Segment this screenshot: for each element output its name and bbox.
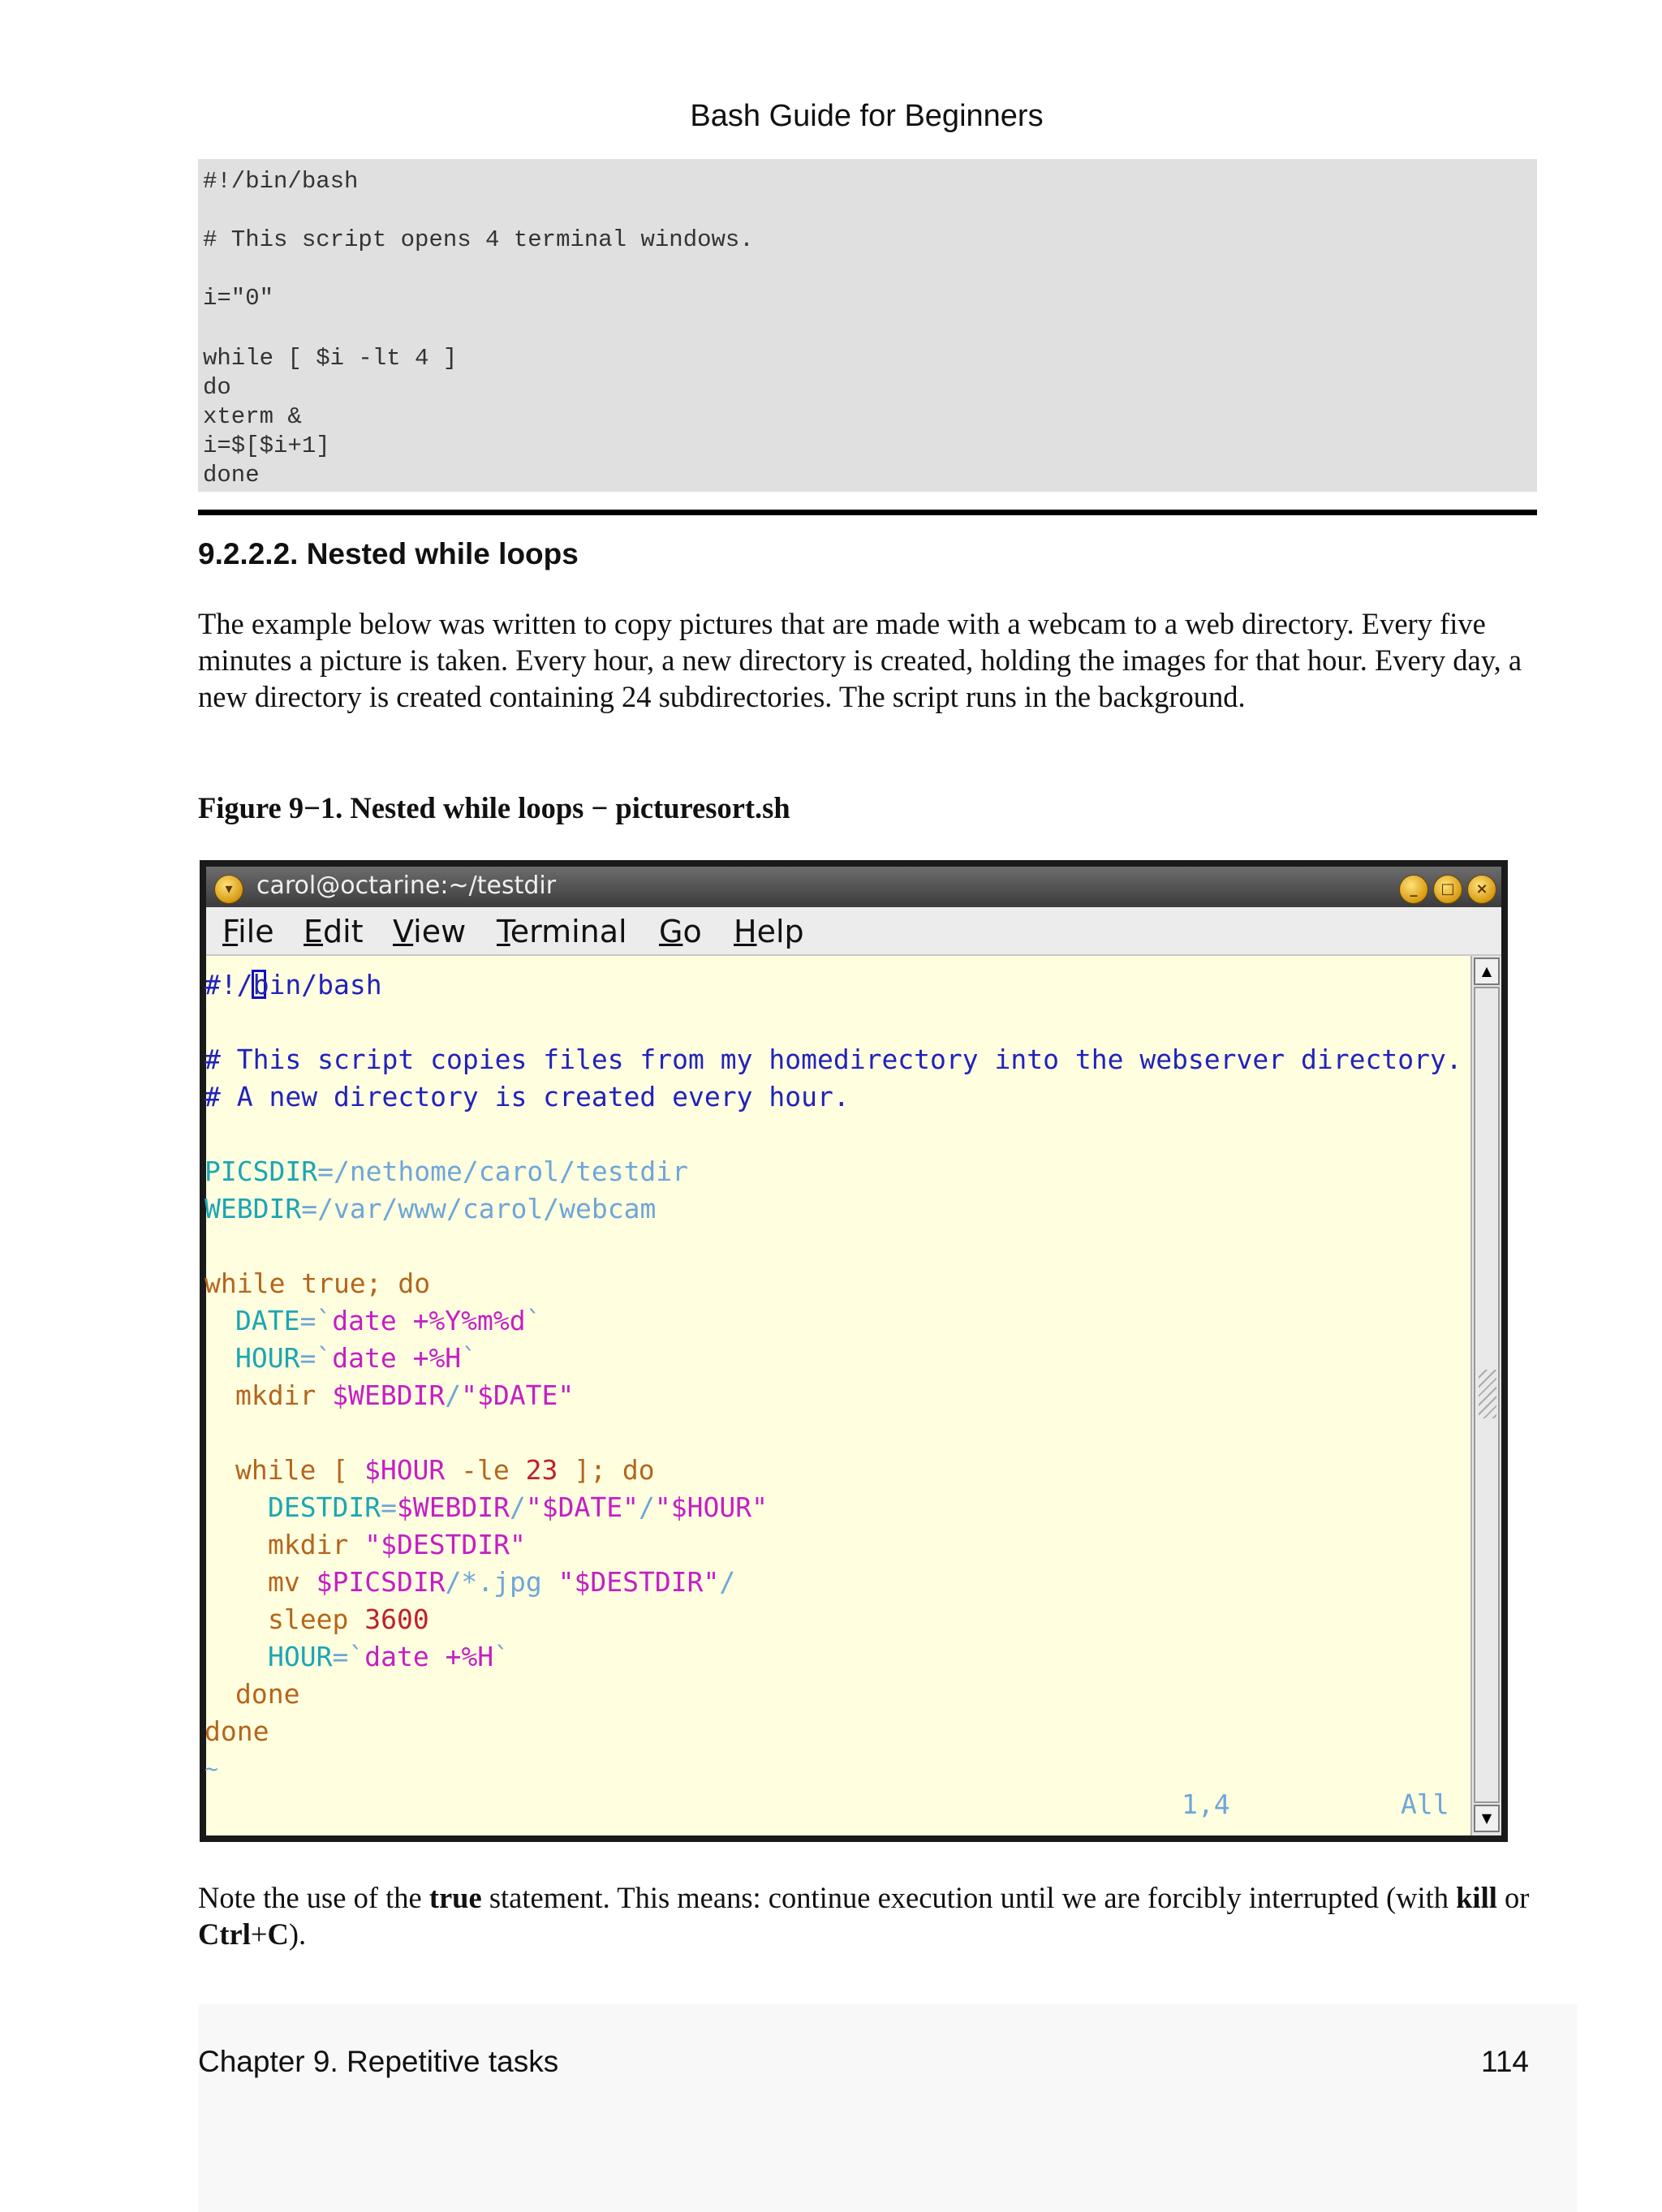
menu-go[interactable] (659, 914, 702, 949)
code-token: =/nethome/carol/testdir (317, 1155, 689, 1187)
code-token: date +%H (364, 1641, 494, 1672)
code-token: = (381, 1491, 397, 1523)
code-line: do (203, 374, 231, 401)
code-token: PICSDIR (205, 1155, 318, 1187)
window-menu-button[interactable] (214, 875, 243, 904)
code-token: b (252, 969, 269, 1001)
code-line: i="0" (203, 285, 274, 312)
minimize-button[interactable] (1399, 875, 1428, 904)
menu-label: elp (756, 914, 804, 949)
code-line-while-inner (235, 1454, 655, 1487)
menu-label: o (682, 914, 702, 949)
code-line-mkdir-destdir (268, 1529, 526, 1561)
code-block (198, 159, 1537, 492)
code-token: HOUR (235, 1342, 300, 1374)
window-menu-icon: ▾ (225, 880, 233, 897)
code-line-shebang (205, 969, 382, 1001)
note-text: + (250, 1917, 268, 1951)
code-line: #!/bin/bash (203, 168, 359, 195)
scroll-down-button[interactable] (1474, 1805, 1500, 1832)
code-line-done-outer: done (205, 1715, 269, 1747)
code-line-hour (235, 1342, 477, 1375)
empty-line-tilde: ~ (205, 1755, 218, 1782)
key-c: C (267, 1917, 289, 1951)
vertical-scrollbar[interactable] (1470, 956, 1501, 1835)
code-token: HOUR (268, 1641, 333, 1672)
footer-chapter: Chapter 9. Repetitive tasks (198, 2045, 559, 2078)
figure-caption: Figure 9−1. Nested while loops − picturesort.sh (198, 791, 790, 824)
code-token: DESTDIR (268, 1491, 381, 1523)
code-token: while [ (235, 1454, 364, 1486)
code-line: i=$[$i+1] (203, 433, 330, 459)
code-line-done-inner: done (235, 1678, 300, 1710)
note-text: ). (288, 1917, 307, 1951)
code-line-destdir (268, 1491, 768, 1524)
code-token: =/var/www/carol/webcam (301, 1193, 657, 1224)
code-token: sleep (268, 1603, 365, 1635)
code-token: "$DATE" (461, 1379, 575, 1411)
code-token: "$HOUR" (654, 1491, 768, 1523)
terminal-titlebar[interactable] (206, 867, 1501, 907)
code-line: while [ $i -lt 4 ] (203, 345, 458, 372)
code-token: ` (493, 1641, 510, 1672)
code-token: date +%H (332, 1342, 462, 1374)
code-line-sleep (268, 1603, 429, 1636)
menu-label: dit (323, 914, 364, 949)
maximize-button[interactable] (1433, 875, 1462, 904)
code-token: ]; do (558, 1454, 655, 1486)
code-line-picsdir (205, 1155, 688, 1188)
code-line-mkdir-date (235, 1379, 574, 1412)
code-line-webdir (205, 1193, 656, 1225)
code-token: $WEBDIR (332, 1379, 446, 1411)
menu-view[interactable] (393, 914, 466, 949)
code-token: "$DESTDIR" (558, 1566, 720, 1598)
code-token: mkdir (235, 1379, 333, 1411)
code-token: 23 (525, 1454, 558, 1486)
arrow-down-icon: ▼ (1481, 1810, 1492, 1826)
terminal-menubar (206, 907, 1501, 956)
code-token: / (719, 1566, 736, 1598)
key-ctrl: Ctrl (198, 1917, 251, 1951)
menu-help[interactable] (734, 914, 804, 949)
running-header: Bash Guide for Beginners (690, 99, 1044, 133)
menu-mnemonic: H (734, 914, 757, 949)
code-token: / (445, 1379, 462, 1411)
code-line: # This script opens 4 terminal windows. (203, 226, 754, 253)
code-line-hour-update (268, 1641, 510, 1673)
code-token: =` (299, 1305, 333, 1336)
code-line-while-outer: while true; do (205, 1267, 431, 1299)
body-paragraph: The example below was written to copy pictures that are made with a webcam to a web directory. Every five minutes a picture is taken. Every hour, a new directory is created, holding the images for that hour. Every day, a new directory is created containing 24 subdirectories. The script runs in the background. (198, 607, 1522, 713)
menu-file[interactable] (222, 914, 274, 949)
code-token: #!/ (205, 969, 253, 1001)
menu-edit[interactable] (304, 914, 364, 949)
scroll-up-button[interactable] (1474, 958, 1500, 985)
code-token: ` (525, 1305, 542, 1336)
code-token: "$DESTDIR" (364, 1529, 526, 1560)
footer-page-number: 114 (1481, 2045, 1529, 2078)
menu-label: iew (413, 914, 467, 949)
code-token: in/bash (269, 969, 382, 1001)
scroll-position-status: All (1401, 1788, 1449, 1820)
note-text: Note the use of the (198, 1881, 429, 1914)
code-token: $WEBDIR (396, 1491, 510, 1523)
code-token: /*.jpg (445, 1566, 558, 1598)
scroll-thumb[interactable] (1474, 987, 1500, 1803)
menu-mnemonic: T (497, 914, 510, 949)
code-token: / (638, 1491, 655, 1523)
code-token: mkdir (268, 1529, 365, 1560)
code-token: / (510, 1491, 526, 1523)
minimize-icon: _ (1410, 880, 1418, 897)
code-line: xterm & (203, 403, 302, 430)
code-line-date (235, 1305, 542, 1337)
code-token: "$DATE" (525, 1491, 639, 1523)
section-heading: 9.2.2.2. Nested while loops (198, 537, 579, 570)
code-token: ` (461, 1342, 478, 1374)
menu-terminal[interactable] (497, 914, 627, 949)
menu-mnemonic: F (222, 914, 239, 949)
code-token: 3600 (364, 1603, 429, 1635)
arrow-up-icon: ▲ (1481, 963, 1492, 979)
menu-mnemonic: G (659, 914, 683, 949)
code-token: DATE (235, 1305, 300, 1336)
keyword-true: true (428, 1881, 482, 1914)
cursor-position-status: 1,4 (1182, 1788, 1230, 1820)
code-line-comment: # A new directory is created every hour. (205, 1081, 850, 1112)
section-rule (198, 510, 1537, 515)
close-button[interactable] (1467, 875, 1496, 904)
code-token: date +%Y%m%d (332, 1305, 526, 1336)
code-token: mv (268, 1566, 316, 1598)
page-footer-shade (198, 2004, 1578, 2212)
note-paragraph (198, 1879, 1545, 1952)
window-title: carol@octarine:~/testdir (256, 871, 557, 900)
code-token: $PICSDIR (316, 1566, 446, 1598)
keyword-kill: kill (1456, 1881, 1497, 1914)
grip-icon (1479, 1370, 1496, 1418)
maximize-icon: □ (1440, 880, 1455, 897)
close-icon: × (1475, 880, 1488, 897)
code-line: done (203, 462, 260, 488)
menu-label: erminal (510, 914, 627, 949)
code-token: =` (299, 1342, 333, 1374)
menu-mnemonic: V (393, 914, 414, 949)
code-token: =` (332, 1641, 365, 1672)
code-token: WEBDIR (205, 1193, 302, 1224)
note-text: or (1496, 1881, 1530, 1914)
menu-mnemonic: E (304, 914, 324, 949)
code-token: $HOUR (364, 1454, 446, 1486)
note-text: statement. This means: continue execution until we are forcibly interrupted (with (481, 1881, 1457, 1914)
menu-label: ile (238, 914, 274, 949)
code-line-mv (268, 1566, 735, 1599)
code-token: -le (445, 1454, 526, 1486)
code-line-comment: # This script copies files from my homedirectory into the webserver directory. (205, 1044, 1462, 1075)
